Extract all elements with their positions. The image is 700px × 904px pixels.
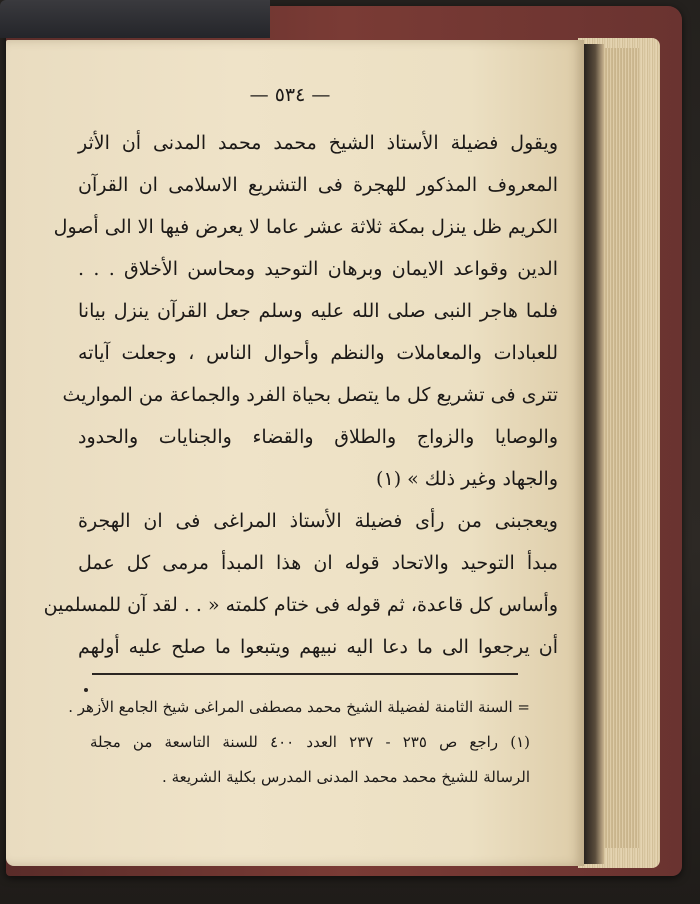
- text-line: والجهاد وغير ذلك » (١): [376, 468, 558, 490]
- text-line: تترى فى تشريع كل ما يتصل بحياة الفرد والجماعة من المواريث: [62, 384, 558, 406]
- footnote-line: (١) راجع ص ٢٣٥ - ٢٣٧ العدد ٤٠٠ للسنة التاسعة من مجلة: [90, 733, 530, 751]
- footnote-rule: [92, 673, 518, 675]
- text-line: الدين وقواعد الايمان وبرهان التوحيد ومحاسن الأخلاق . . .: [78, 258, 558, 280]
- text-line: فلما هاجر النبى صلى الله عليه وسلم جعل القرآن ينزل بيانا: [78, 300, 558, 322]
- page-gutter: [582, 44, 604, 864]
- text-line: مبدأ التوحيد والاتحاد قوله ان هذا المبدأ مرمى كل عمل: [78, 552, 558, 574]
- text-line: ويعجبنى من رأى فضيلة الأستاذ المراغى فى ان الهجرة: [78, 510, 558, 532]
- page-edges-inner: [605, 48, 639, 848]
- text-line: المعروف المذكور للهجرة فى التشريع الاسلامى ان القرآن: [78, 174, 558, 196]
- text-line: ويقول فضيلة الأستاذ الشيخ محمد محمد المدنى أن الأثر: [78, 132, 558, 154]
- page-number: — ٥٣٤ —: [249, 84, 331, 106]
- body-text: [43, 122, 558, 668]
- text-line: والوصايا والزواج والطلاق والقضاء والجنايات والحدود: [78, 426, 558, 448]
- book-spine-top: [0, 0, 270, 38]
- footnote-line: الرسالة للشيخ محمد محمد المدنى المدرس بكلية الشريعة .: [162, 768, 530, 786]
- text-line: للعبادات والمعاملات والنظم وأحوال الناس ، وجعلت آياته: [78, 342, 558, 364]
- text-line: وأساس كل قاعدة، ثم قوله فى ختام كلمته « . . لقد آن للمسلمين: [43, 594, 558, 616]
- text-line: أن يرجعوا الى ما دعا اليه نبيهم ويتبعوا ما صلح عليه أولهم: [78, 636, 558, 658]
- text-line: الكريم ظل ينزل بمكة ثلاثة عشر عاما لا يعرض فيها الا الى أصول: [53, 216, 558, 238]
- footnote-line: = السنة الثامنة لفضيلة الشيخ محمد مصطفى المراغى شيخ الجامع الأزهر .: [68, 698, 530, 716]
- footnotes: [68, 690, 530, 795]
